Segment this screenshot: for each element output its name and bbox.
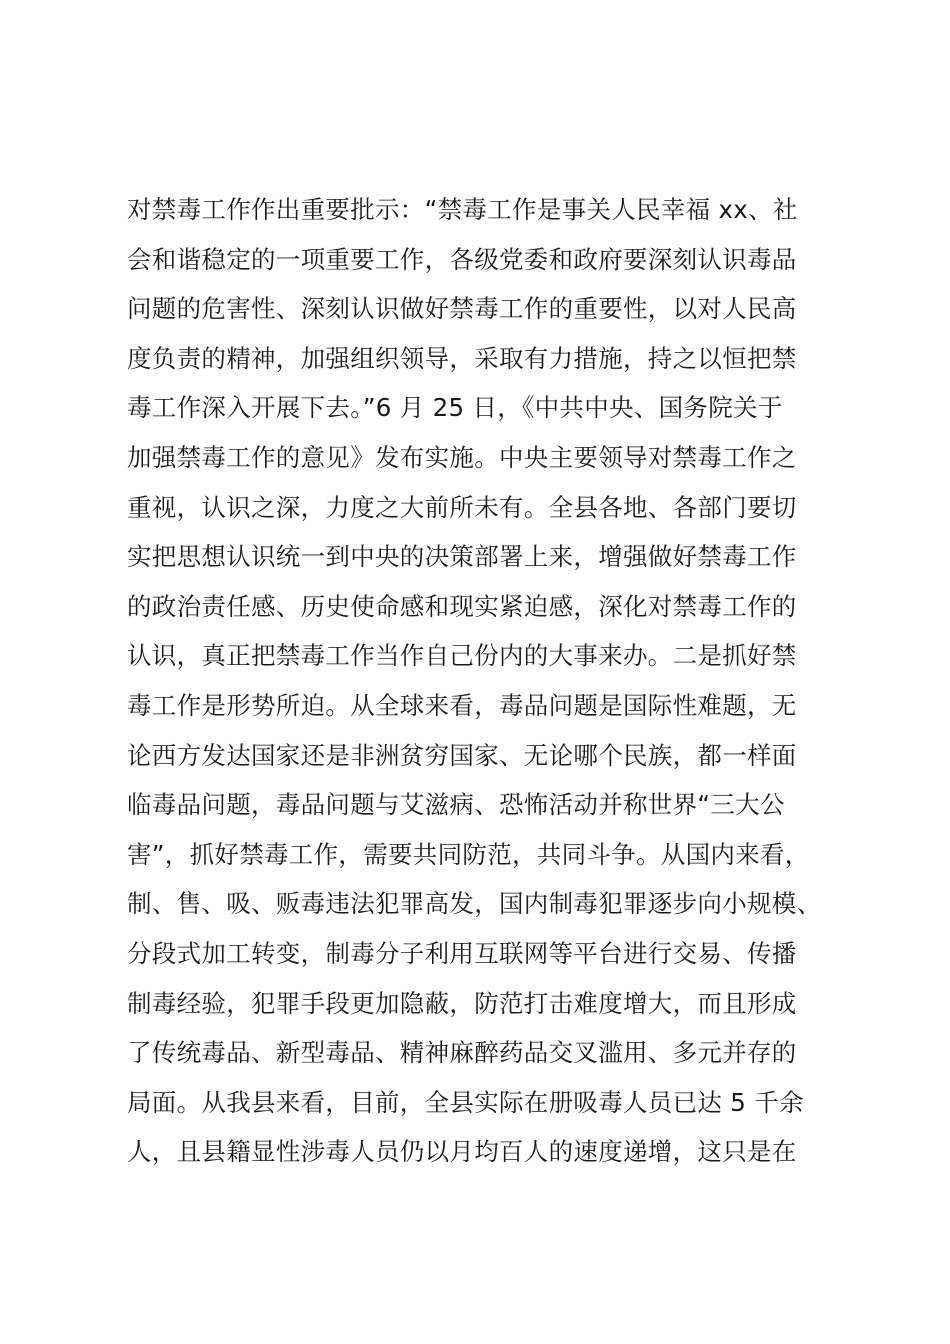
text-line: 害”，抓好禁毒工作，需要共同防范，共同斗争。从国内来看， (127, 839, 810, 869)
text-line: 毒工作是形势所迫。从全球来看，毒品问题是国际性难题，无 (127, 690, 797, 720)
text-line: 制毒经验，犯罪手段更加隐蔽，防范打击难度增大，而且形成 (127, 988, 797, 1018)
text-line: 制、售、吸、贩毒违法犯罪高发，国内制毒犯罪逐步向小规模、 (127, 889, 822, 919)
text-line: 毒工作深入开展下去。”6 月 25 日，《中共中央、国务院关于 (127, 393, 783, 423)
text-line: 会和谐稳定的一项重要工作，各级党委和政府要深刻认识毒品 (127, 244, 797, 274)
text-line: 分段式加工转变，制毒分子利用互联网等平台进行交易、传播 (127, 938, 797, 968)
text-line: 局面。从我县来看，目前，全县实际在册吸毒人员已达 5 千余 (127, 1087, 804, 1117)
text-line: 度负责的精神，加强组织领导，采取有力措施，持之以恒把禁 (127, 343, 797, 373)
text-line: 加强禁毒工作的意见》发布实施。中央主要领导对禁毒工作之 (127, 442, 797, 472)
text-line: 实把思想认识统一到中央的决策部署上来，增强做好禁毒工作 (127, 542, 797, 572)
text-line: 重视，认识之深，力度之大前所未有。全县各地、各部门要切 (127, 492, 797, 522)
text-line: 人，且县籍显性涉毒人员仍以月均百人的速度递增，这只是在 (127, 1137, 797, 1167)
text-line: 认识，真正把禁毒工作当作自己份内的大事来办。二是抓好禁 (127, 641, 797, 671)
text-line: 了传统毒品、新型毒品、精神麻醉药品交叉滥用、多元并存的 (127, 1038, 797, 1068)
body-text (127, 185, 857, 1177)
text-line: 论西方发达国家还是非洲贫穷国家、无论哪个民族，都一样面 (127, 740, 797, 770)
text-line: 问题的危害性、深刻认识做好禁毒工作的重要性，以对人民高 (127, 294, 797, 324)
text-line: 临毒品问题，毒品问题与艾滋病、恐怖活动并称世界“三大公 (127, 790, 785, 820)
text-line: 对禁毒工作作出重要批示：“禁毒工作是事关人民幸福 xx、社 (127, 195, 798, 224)
text-line: 的政治责任感、历史使命感和现实紧迫感，深化对禁毒工作的 (127, 591, 797, 621)
